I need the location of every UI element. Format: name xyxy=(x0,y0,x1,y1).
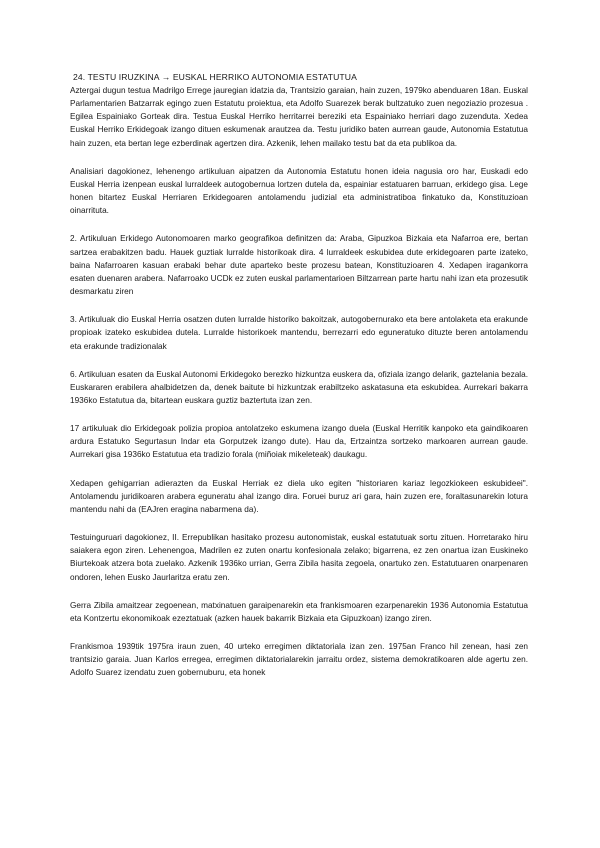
paragraph-context: Testuinguruari dagokionez, II. Errepublikan hasitako prozesu autonomistak, euskal estatutuak sortu zituen. Horretarako hiru saiakera egon ziren. Lehenengoa, Madrilen ez zuten onartu konfesionala zelako; bigarrena, ez zen onartua izan Euskineko Biurtekoak atzera bota zuelako. Azkenik 1936ko urrian, Gerra Zibila hasita zegoela, onartuko zen. Estatutuaren onarpenaren ondoren, lehen Eusko Jaurlaritza eratu zen. xyxy=(70,533,528,582)
paragraph-article-17: 17 artikuluak dio Erkidegoak polizia propioa antolatzeko eskumena izango duela (Euskal Herritik kanpoko eta gaindikoaren ardura Estatuko Segurtasun Indar eta Gorputzek izango dute). Hau da, Ertzaintza sortzeko markoaren aurrean gaude. Aurrekari gisa 1936ko Estatutua eta tradizio forala (miñoiak mikeleteak) daukagu. xyxy=(70,424,528,460)
paragraph-civil-war: Gerra Zibila amaitzear zegoenean, matxinatuen garaipenarekin eta frankismoaren ezarpenarekin 1936 Autonomia Estatutua eta Kontzertu ekonomikoak ezeztatuak (azken hauek bakarrik Bizkaia eta Gipuzkoan) izango ziren. xyxy=(70,600,528,623)
paragraph-additional-provision: Xedapen gehigarrian adierazten da Euskal Herriak ez diela uko egiten "historiaren kariaz legozkiokeen eskubideei". Antolamendu juridikoaren arabera eguneratu ahal izango dira. Foruei buruz ari gara, hain zuzen ere, foraltasunarekin lotura mantendu nahi da (EAJren eragina nabarmena da). xyxy=(70,478,528,514)
paragraph-analysis: Analisiari dagokionez, lehenengo artikuluan aipatzen da Autonomia Estatutu honen ideia nagusia oro har, Euskadi edo Euskal Herria izenpean euskal lurraldeek autogobernua lortzen dutela da, espainiar estatuaren barruan, erkidego gisa. Lege honen bitartez Euskal Herriaren Erkidegoaren antolamendu judizial eta administratiboa finkatuko da, Konstituzioan oinarrituta. xyxy=(70,166,528,216)
document-title: 24. TESTU IRUZKINA → EUSKAL HERRIKO AUTONOMIA ESTATUTUA xyxy=(73,72,357,82)
paragraph-francoism: Frankismoa 1939tik 1975ra iraun zuen, 40 urteko erregimen diktatoriala izan zen. 1975an Franco hil zenean, hasi zen trantsizio garaia. Juan Karlos erregea, erregimen diktatorialarekin jarraitu ordez, sistema demokratikoaren alde agertu zen. Adolfo Suarez izendatu zuen gobernuburu, eta honek xyxy=(70,642,528,678)
paragraph-intro: Aztergai dugun testua Madrilgo Errege jauregian idatzia da, Trantsizio garaian, hain zuzen, 1979ko abenduaren 18an. Euskal Parlamentarien Batzarrak egingo zuen Estatutu proiektua, eta Adolfo Suarezek berak bultzatuko zuen negoziazio prozesua . Egilea Espainiako Gorteak dira. Testua Euskal Herriko herritarrei bereziki eta Espainiako herriari dago zuzenduta. Xedea Euskal Herriko Erkidegoak izango dituen eskumenak arautzea da. Testu juridiko baten aurrean gaude, Autonomia Estatutua hain zuzen, eta bertan lege ezberdinak agertzen dira. Azkenik, lehen mailako testu bat da eta publikoa da. xyxy=(70,86,528,148)
paragraph-article-3: 3. Artikuluak dio Euskal Herria osatzen duten lurralde historiko bakoitzak, autogobernurako eta bere antolaketa eta erakunde propioak izateko eskubidea dutela. Lurralde historikoek mantendu, berrezarri edo eguneratuko dituzte beren antolamendu eta erakunde tradizionalak xyxy=(70,315,528,351)
paragraph-article-2: 2. Artikuluan Erkidego Autonomoaren marko geografikoa definitzen da: Araba, Gipuzkoa Bizkaia eta Nafarroa ere, bertan sartzea erabakitzen badu. Hauek guztiak lurralde historikoak dira. 4 lurraldeek eskubidea dute erkidegoaren parte izateko, baina Nafarroaren kasuan erabaki behar dute aparteko beste prozesu batean, Konstituzioaren 4. Xedapen iragankorra esaten duenaren arabera. Nafarroako UCDk ez zuten euskal parlamentarioen Biltzarrean parte hartu nahi izan eta prozesutik desmarkatu ziren xyxy=(70,234,528,297)
paragraph-article-6: 6. Artikuluan esaten da Euskal Autonomi Erkidegoko berezko hizkuntza euskera da, ofiziala izango delarik, gaztelania bezala. Euskararen erabilera ahalbidetzen da, denek baitute bi hizkuntzak erabiltzeko askatasuna eta eskubidea. Aurrekari bakarra 1936ko Estatutua da, bitartean euskara guztiz baztertuta izan zen. xyxy=(70,369,528,405)
document-page xyxy=(70,71,528,694)
